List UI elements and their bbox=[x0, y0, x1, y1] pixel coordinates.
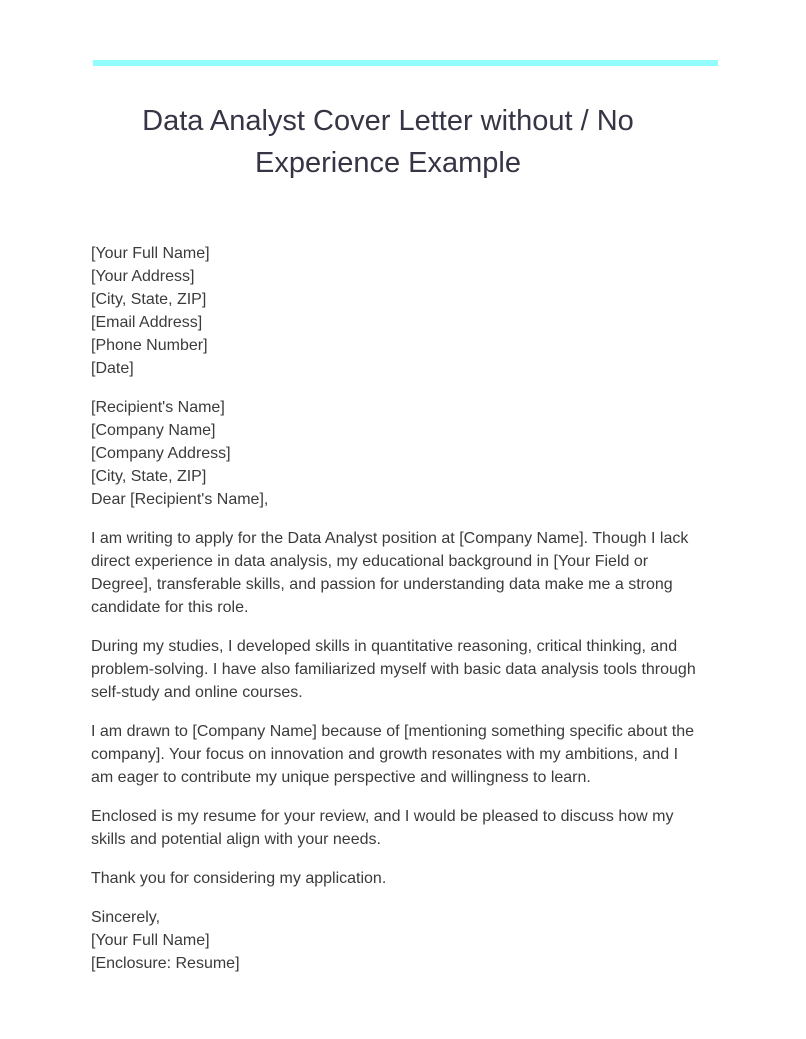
paragraph-intro: I am writing to apply for the Data Analyst position at [Company Name]. Though I lack direct experience in data analysis, my educational background in [Your Field or Degree], transferable skills, and passion for understanding data make me a strong candidate for this role. bbox=[91, 530, 689, 616]
sign-off: Sincerely, bbox=[91, 909, 161, 926]
recipient-city-state-zip: [City, State, ZIP] bbox=[91, 468, 207, 485]
sender-address: [Your Address] bbox=[91, 268, 195, 285]
recipient-company: [Company Name] bbox=[91, 422, 216, 439]
paragraph-company: I am drawn to [Company Name] because of [mentioning something specific about the company]. Your focus on innovation and growth resonates with my ambitions, and I am eager to contribute my unique perspective and willingness to learn. bbox=[91, 723, 694, 786]
recipient-company-address: [Company Address] bbox=[91, 445, 231, 462]
sender-name: [Your Full Name] bbox=[91, 245, 210, 262]
sender-block bbox=[91, 242, 701, 380]
signature-name: [Your Full Name] bbox=[91, 932, 210, 949]
recipient-name: [Recipient's Name] bbox=[91, 399, 225, 416]
paragraph-resume: Enclosed is my resume for your review, and I would be pleased to discuss how my skills and potential align with your needs. bbox=[91, 808, 674, 848]
paragraph-skills: During my studies, I developed skills in quantitative reasoning, critical thinking, and problem-solving. I have also familiarized myself with basic data analysis tools through self-study and online courses. bbox=[91, 638, 696, 701]
recipient-block bbox=[91, 396, 701, 511]
enclosure-note: [Enclosure: Resume] bbox=[91, 955, 240, 972]
document-title: Data Analyst Cover Letter without / No Experience Example bbox=[142, 105, 634, 179]
sender-phone: [Phone Number] bbox=[91, 337, 208, 354]
closing-block bbox=[91, 906, 701, 975]
accent-bar bbox=[93, 60, 718, 66]
sender-city-state-zip: [City, State, ZIP] bbox=[91, 291, 207, 308]
sender-email: [Email Address] bbox=[91, 314, 203, 331]
letter-date: [Date] bbox=[91, 360, 134, 377]
salutation: Dear [Recipient's Name], bbox=[91, 491, 269, 508]
letter-body bbox=[91, 242, 701, 991]
paragraph-thanks: Thank you for considering my application. bbox=[91, 870, 387, 887]
